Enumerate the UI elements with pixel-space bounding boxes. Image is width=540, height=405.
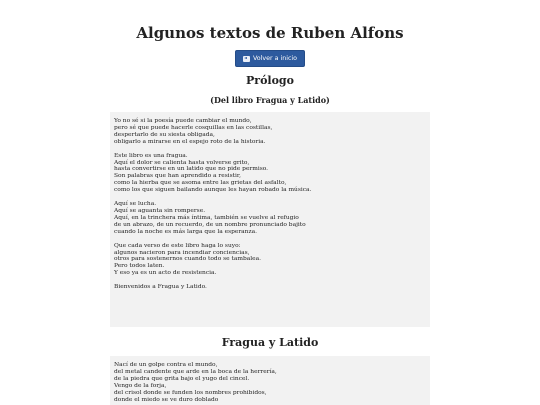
back-arrow-icon (243, 56, 250, 62)
verse-line: Aquí, en la trinchera más íntima, también se vuelve al refugio (114, 214, 299, 221)
verse-line: Son palabras que han aprendido a resistir, (114, 173, 241, 180)
stanza (114, 118, 426, 146)
verse-line: Aquí el dolor se calienta hasta volverse grito, (114, 159, 250, 166)
verse-line: donde el miedo se ve duro doblado (114, 396, 219, 403)
stanza (114, 284, 426, 291)
stanza (114, 201, 426, 236)
verse-line: de un abrazo, de un recuerdo, de un nombre pronunciado bajito (114, 221, 306, 228)
stanza (114, 362, 426, 403)
page-title: Algunos textos de Ruben Alfons (136, 24, 404, 42)
verse-line: Aquí se aguanta sin romperse. (114, 207, 206, 214)
verse-line: de la piedra que grita bajo el yugo del cincel. (114, 375, 250, 382)
section-title-fragua-y-latido: Fragua y Latido (221, 336, 319, 349)
verse-line: Y eso ya es un acto de resistencia. (114, 270, 217, 277)
verse-line: Aquí se lucha. (114, 201, 157, 208)
prologo-text-box (110, 112, 430, 327)
verse-line: hasta convertirse en un latido que no pide permiso. (114, 166, 269, 173)
verse-line: Pero todos laten. (114, 263, 165, 270)
back-button-label: Volver a inicio (252, 55, 298, 62)
verse-line: como los que siguen bailando aunque les hayan robado la música. (114, 187, 312, 194)
verse-line: Este libro es una fragua. (114, 152, 188, 159)
verse-line: Bienvenidos a Fragua y Latido. (114, 284, 207, 291)
verse-line: Vengo de la forja, (114, 382, 167, 389)
verse-line: como la hierba que se asoma entre las grietas del asfalto, (114, 180, 287, 187)
section-subtitle-prologo: (Del libro Fragua y Latido) (210, 95, 330, 105)
stanza (114, 153, 426, 194)
stanza (114, 243, 426, 278)
verse-line: despertarlo de su siesta obligada, (114, 131, 215, 138)
back-to-home-button[interactable] (235, 50, 305, 67)
fragua-text-box (110, 356, 430, 405)
verse-line: pero sé que puede hacerle cosquillas en las costillas, (114, 124, 273, 131)
verse-line: del metal candente que arde en la boca de la herrería, (114, 368, 277, 375)
verse-line: Yo no sé si la poesía puede cambiar el mundo, (114, 118, 252, 124)
verse-line: Nací de un golpe contra el mundo, (114, 362, 218, 368)
verse-line: cuando la noche es más larga que la esperanza. (114, 228, 257, 235)
verse-line: obligarlo a mirarse en el espejo roto de la historia. (114, 138, 266, 145)
verse-line: otros para sostenernos cuando todo se tambalea. (114, 256, 262, 263)
section-title-prologo: Prólogo (246, 74, 294, 87)
verse-line: del crisol donde se funden los nombres prohibidos, (114, 389, 267, 396)
verse-line: algunos nacieron para incendiar conciencias, (114, 249, 250, 256)
verse-line: Que cada verso de este libro haga lo suyo: (114, 242, 241, 249)
